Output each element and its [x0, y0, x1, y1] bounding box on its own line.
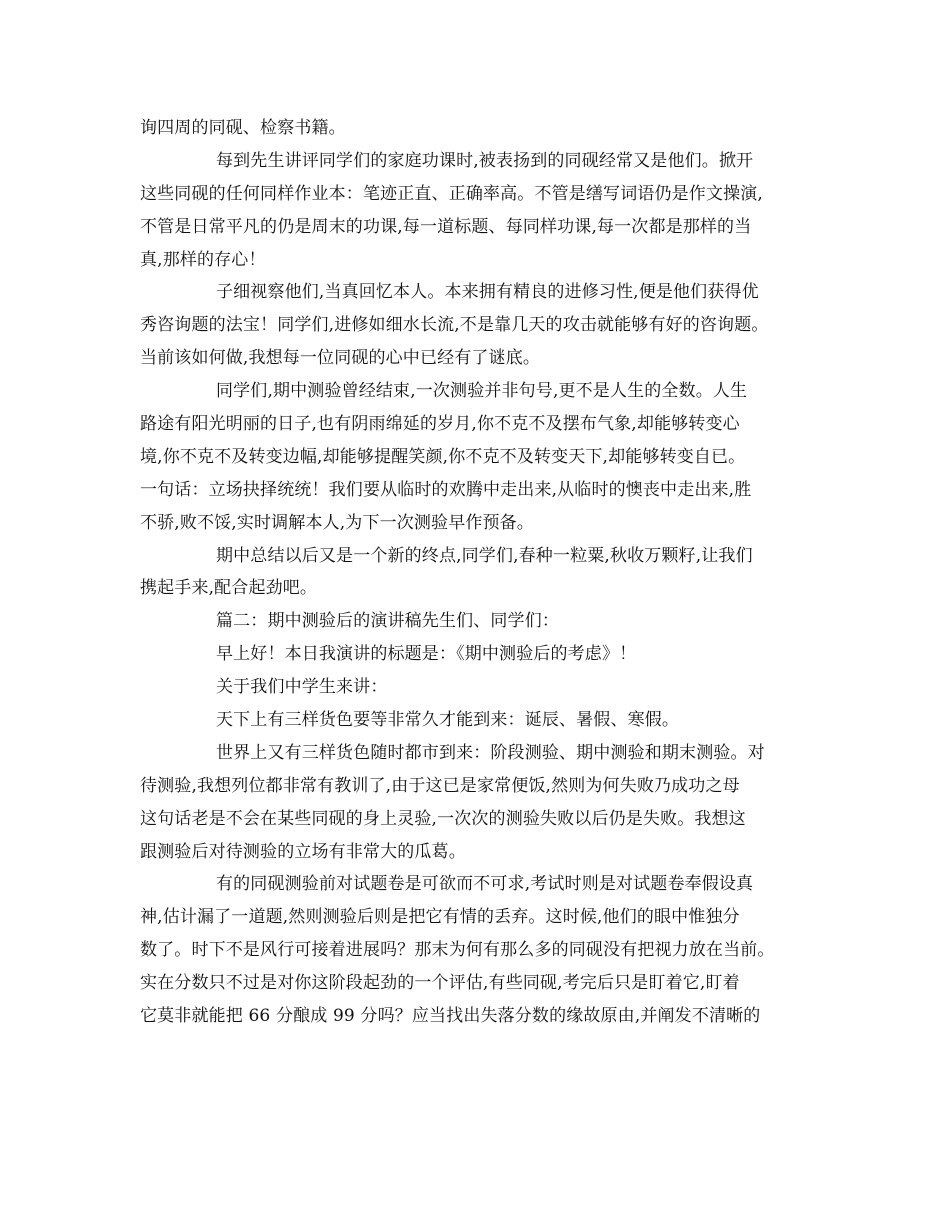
text-line: 世界上又有三样货色随时都市到来：阶段测验、期中测验和期末测验。对 [216, 742, 765, 763]
text-line: 实在分数只不过是对你这阶段起劲的一个评估,有些同砚,考完后只是盯着它,盯着 [140, 973, 740, 994]
text-line: 它莫非就能把 66 分酿成 99 分吗？应当找出失落分数的缘故原由,并阐发不清晰的 [140, 1006, 761, 1027]
text-line: 这些同砚的任何同样作业本：笔迹正直、正确率高。不管是缮写词语仍是作文操演, [140, 183, 763, 204]
text-line: 真,那样的存心！ [140, 249, 266, 270]
text-line: 携起手来,配合起劲吧。 [140, 578, 318, 599]
text-line: 当前该如何做,我想每一位同砚的心中已经有了谜底。 [140, 348, 541, 369]
text-line: 早上好！本日我演讲的标题是：《期中测验后的考虑》！ [216, 644, 637, 665]
text-line: 每到先生讲评同学们的家庭功课时,被表扬到的同砚经常又是他们。掀开 [216, 150, 754, 171]
text-line: 神,估计漏了一道题,然则测验后则是把它有情的丢弃。这时候,他们的眼中惟独分 [140, 907, 740, 928]
text-line: 跟测验后对待测验的立场有非常大的瓜葛。 [140, 841, 466, 862]
text-line: 期中总结以后又是一个新的终点,同学们,春种一粒粟,秋收万颗籽,让我们 [216, 545, 753, 566]
text-line: 一句话：立场抉择统统！我们要从临时的欢腾中走出来,从临时的懊丧中走出来,胜 [140, 479, 752, 500]
text-line: 路途有阳光明丽的日子,也有阴雨绵延的岁月,你不克不及摆布气象,却能够转变心 [140, 414, 740, 435]
text-line: 数了。时下不是风行可接着进展吗？那末为何有那么多的同砚没有把视力放在当前。 [140, 940, 775, 961]
text-line: 子细视察他们,当真回忆本人。本来拥有精良的进修习性,便是他们获得优 [216, 282, 759, 303]
document-body [140, 112, 824, 1033]
text-line: 这句话老是不会在某些同砚的身上灵验,一次次的测验失败以后仍是失败。我想这 [140, 808, 746, 829]
text-line: 不骄,败不馁,实时调解本人,为下一次测验早作预备。 [140, 512, 534, 533]
text-line: 境,你不克不及转变边幅,却能够提醒笑颜,你不克不及转变天下,却能够转变自已。 [140, 446, 746, 467]
text-line: 不管是日常平凡的仍是周末的功课,每一道标题、每同样功课,每一次都是那样的当 [140, 216, 752, 237]
text-line: 询四周的同砚、检察书籍。 [140, 118, 346, 138]
text-line: 关于我们中学生来讲： [216, 677, 388, 698]
text-line: 同学们,期中测验曾经结束,一次测验并非句号,更不是人生的全数。人生 [216, 381, 748, 402]
text-line: 秀咨询题的法宝！同学们,进修如细水长流,不是靠几天的攻击就能够有好的咨询题。 [140, 315, 769, 336]
text-line: 篇二：期中测验后的演讲稿先生们、同学们： [216, 611, 559, 632]
text-line: 待测验,我想列位都非常有教训了,由于这已是家常便饭,然则为何失败乃成功之母 [140, 775, 740, 796]
text-line: 天下上有三样货色要等非常久才能到来：诞辰、暑假、寒假。 [216, 710, 680, 731]
text-line: 有的同砚测验前对试题卷是可欲而不可求,考试时则是对试题卷奉假设真 [216, 874, 754, 895]
